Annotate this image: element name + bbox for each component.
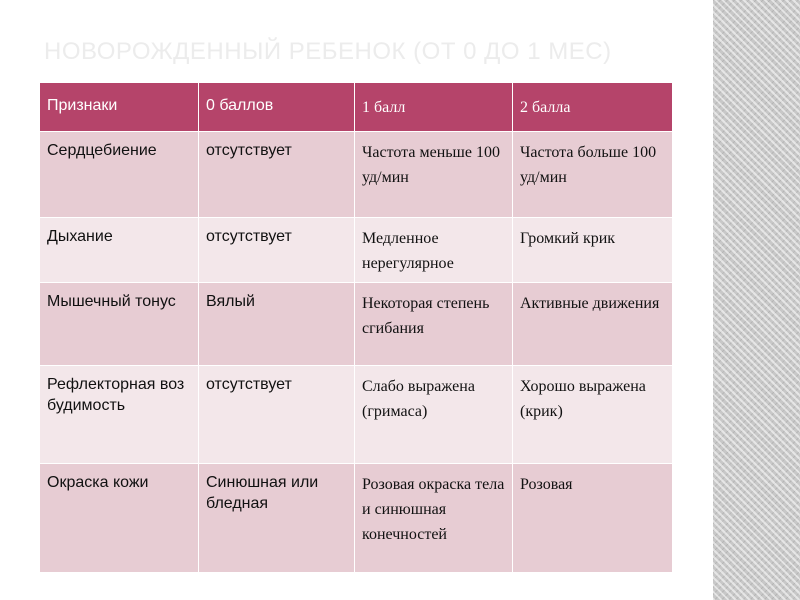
cell-score-0: Вялый	[199, 283, 355, 366]
header-score-1: 1 балл	[355, 83, 513, 132]
cell-sign: Сердцебиение	[40, 132, 199, 218]
cell-score-2: Розовая	[513, 464, 673, 573]
decorative-side-stripe	[713, 0, 800, 600]
table-row	[40, 464, 673, 573]
cell-score-1: Некоторая степень сгибания	[355, 283, 513, 366]
cell-score-2: Активные движения	[513, 283, 673, 366]
cell-score-0: отсутствует	[199, 366, 355, 464]
cell-score-1: Слабо выражена (гримаса)	[355, 366, 513, 464]
cell-sign: Рефлекторная возбудимость	[40, 366, 199, 464]
slide-title: НОВОРОЖДЕННЫЙ РЕБЕНОК (ОТ 0 ДО 1 МЕС)	[44, 38, 612, 65]
header-score-0: 0 баллов	[199, 83, 355, 132]
table-row	[40, 366, 673, 464]
table-row	[40, 283, 673, 366]
cell-score-2: Хорошо выражена (крик)	[513, 366, 673, 464]
table-header-row	[40, 83, 673, 132]
cell-sign: Дыхание	[40, 218, 199, 283]
cell-score-2: Частота больше 100 уд/мин	[513, 132, 673, 218]
cell-score-1: Медленное нерегулярное	[355, 218, 513, 283]
cell-score-1: Розовая окраска тела и синюшная конечностей	[355, 464, 513, 573]
apgar-score-table	[39, 82, 673, 573]
cell-sign: Окраска кожи	[40, 464, 199, 573]
header-signs: Признаки	[40, 83, 199, 132]
cell-score-0: отсутствует	[199, 218, 355, 283]
cell-score-1: Частота меньше 100 уд/мин	[355, 132, 513, 218]
table-row	[40, 132, 673, 218]
cell-score-0: отсутствует	[199, 132, 355, 218]
header-score-2: 2 балла	[513, 83, 673, 132]
cell-score-2: Громкий крик	[513, 218, 673, 283]
cell-score-0: Синюшная или бледная	[199, 464, 355, 573]
table-row	[40, 218, 673, 283]
cell-sign: Мышечный тонус	[40, 283, 199, 366]
